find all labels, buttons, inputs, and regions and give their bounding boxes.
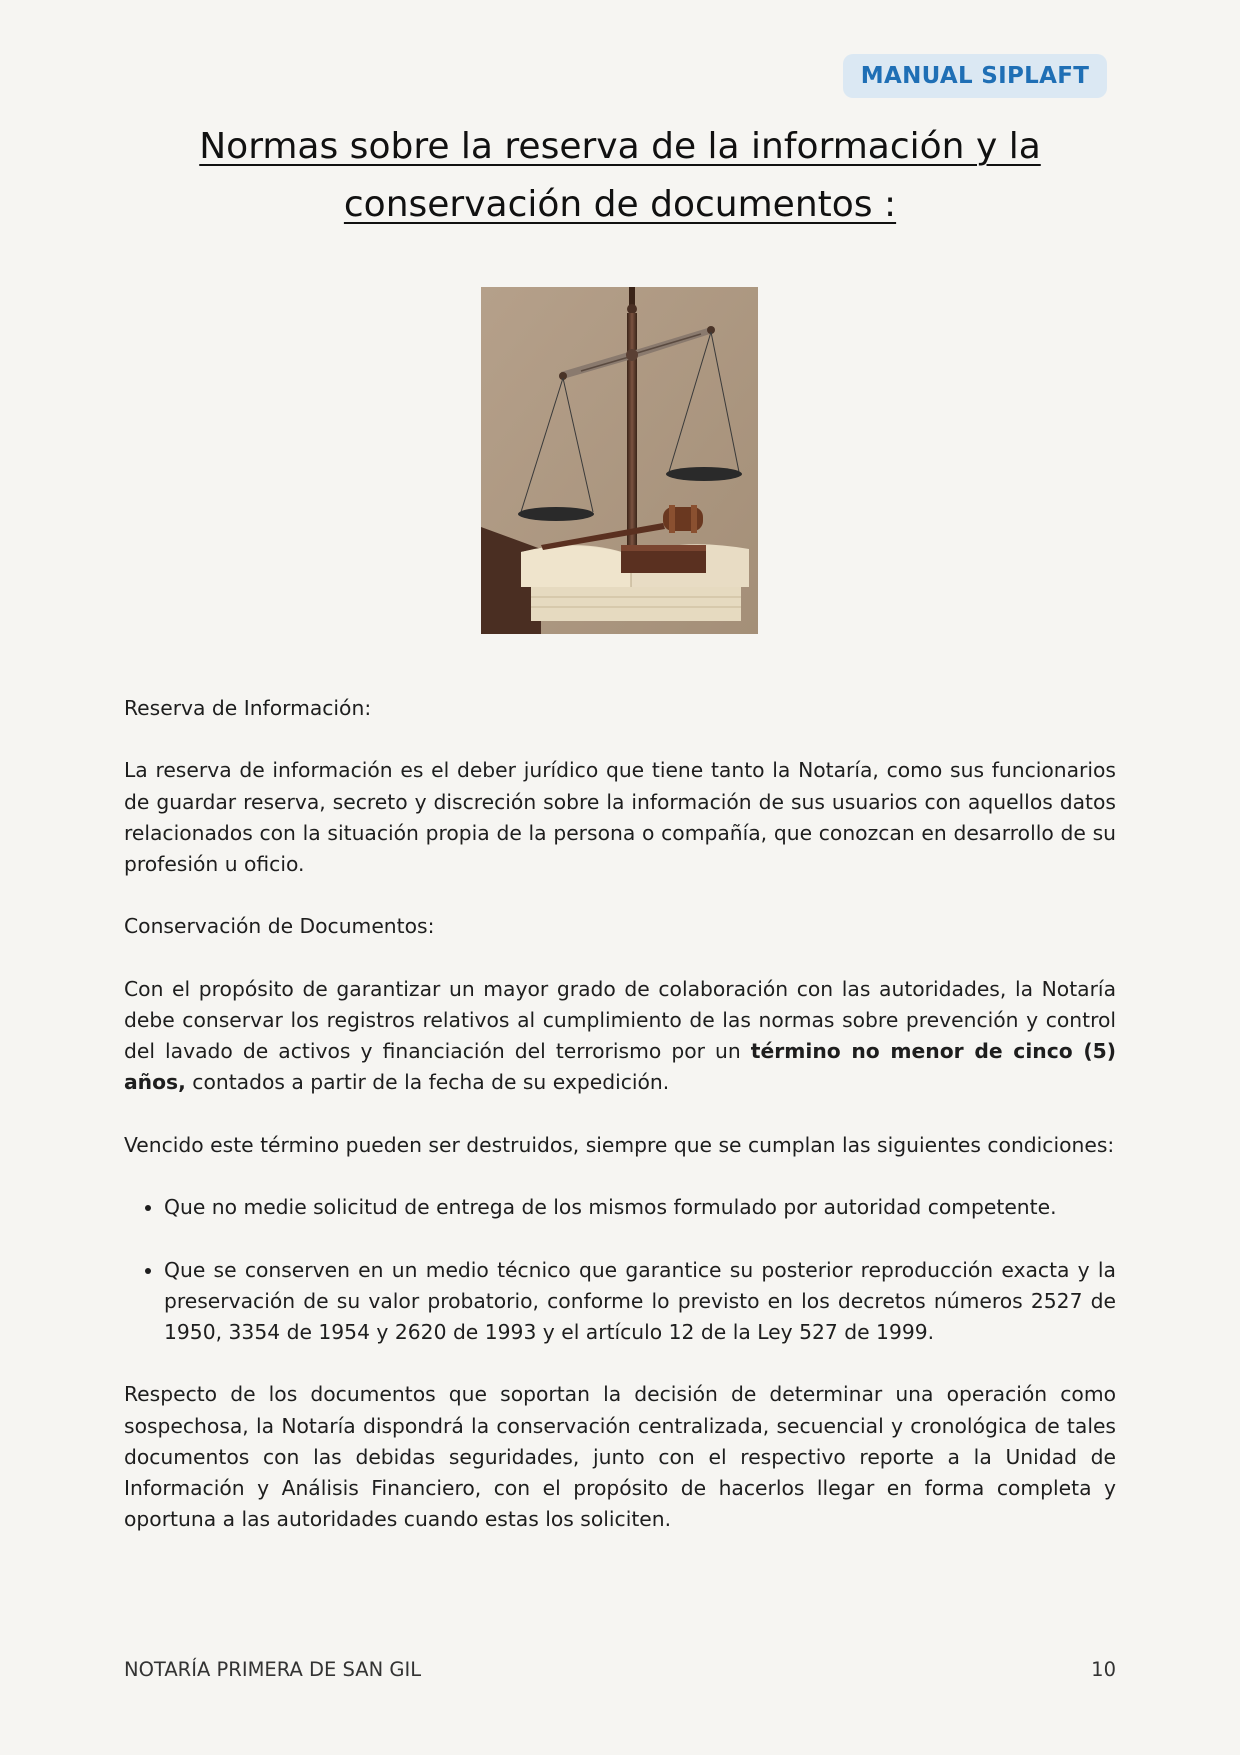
conservacion-text-post: contados a partir de la fecha de su expedición. [185,1070,670,1095]
document-body [124,693,1116,1567]
reserva-heading: Reserva de Información: [124,696,372,720]
conservacion-paragraph [124,974,1116,1099]
list-item: • Que no medie solicitud de entrega de los mismos formulado por autoridad competente. [164,1192,1116,1223]
title-line-2: conservación de documentos : [343,184,897,225]
conditions-list [124,1192,1116,1348]
vencido-paragraph: Vencido este término pueden ser destruidos, siempre que se cumplan las siguientes condiciones: [124,1132,1115,1157]
page-number: 10 [1091,1658,1116,1681]
manual-badge: MANUAL SIPLAFT [843,54,1107,98]
justice-scales-image [481,287,758,634]
page-title [124,118,1116,234]
footer-notary-name: NOTARÍA PRIMERA DE SAN GIL [124,1658,422,1681]
title-line-1: Normas sobre la reserva de la información y la [199,126,1041,167]
respecto-paragraph: Respecto de los documentos que soportan la decisión de determinar una operación como sospechosa, la Notaría dispondrá la conservación centralizada, secuencial y cronológica de tales documentos con las debidas seguridades, junto con el respectivo reporte a la Unidad de Información y Análisis Financiero, con el propósito de hacerlos llegar en forma completa y oportuna a las autoridades cuando estas los soliciten. [124,1382,1116,1532]
list-item: • Que se conserven en un medio técnico que garantice su posterior reproducción exacta y la preservación de su valor probatorio, conforme lo previsto en los decretos números 2527 de 1950, 3354 de 1954 y 2620 de 1993 y el artículo 12 de la Ley 527 de 1999. [164,1255,1116,1349]
reserva-paragraph: La reserva de información es el deber jurídico que tiene tanto la Notaría, como sus funcionarios de guardar reserva, secreto y discreción sobre la información de sus usuarios con aquellos datos relacionados con la situación propia de la persona o compañía, que conozcan en desarrollo de su profesión u oficio. [124,758,1116,876]
conservacion-heading: Conservación de Documentos: [124,914,435,939]
conservacion-text-bold: término no menor de cinco (5) años, [124,1039,1116,1095]
conservacion-text-pre: Con el propósito de garantizar un mayor grado de colaboración con las autoridades, la Notaría debe conservar los registros relativos al cumplimiento de las normas sobre prevención y control del lavado de activos y financiación del terrorismo por un [124,976,1116,1064]
